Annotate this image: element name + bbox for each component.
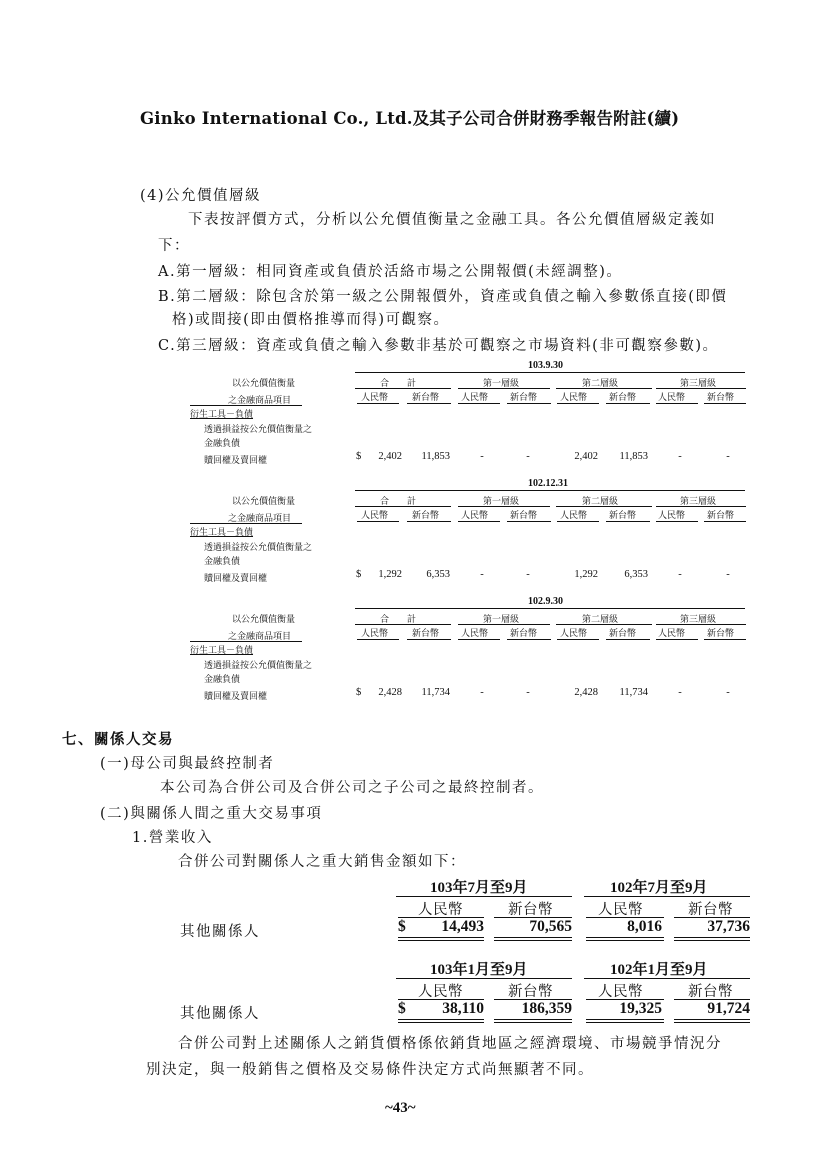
value-current-rmb: 14,493 xyxy=(441,918,484,935)
divider xyxy=(557,521,599,522)
closing-text: 合併公司對上述關係人之銷貨價格係依銷貨地區之經濟環境、市場競爭情況分 xyxy=(178,1036,722,1052)
divider xyxy=(190,523,302,524)
group-level-2: 第二層級 xyxy=(582,379,619,389)
section-heading: (4)公允價值層級 xyxy=(140,188,262,204)
col-ntd: 新台幣 xyxy=(510,511,538,521)
double-underline xyxy=(586,1019,664,1023)
double-underline xyxy=(398,937,484,941)
double-underline xyxy=(398,1019,484,1023)
value-l1-rmb: - xyxy=(480,451,484,462)
period-prior: 102年1月至9月 xyxy=(610,962,708,978)
col-ntd: 新台幣 xyxy=(412,393,440,403)
period-prior: 102年7月至9月 xyxy=(610,880,708,896)
divider xyxy=(357,403,399,404)
value-total-ntd: 11,853 xyxy=(421,451,450,462)
col-rmb: 人民幣 xyxy=(461,629,489,639)
currency-symbol: $ xyxy=(356,451,362,462)
divider xyxy=(507,639,551,640)
value-total-rmb: 1,292 xyxy=(378,569,402,580)
col-rmb: 人民幣 xyxy=(658,511,686,521)
col-rmb: 人民幣 xyxy=(598,984,643,1000)
value-prior-rmb: 19,325 xyxy=(619,1000,662,1017)
divider xyxy=(407,403,451,404)
double-underline xyxy=(674,1019,750,1023)
group-total: 合 計 xyxy=(380,615,417,625)
currency-symbol: $ xyxy=(356,569,362,580)
row-header: 以公允價值衡量 xyxy=(232,497,296,507)
col-ntd: 新台幣 xyxy=(609,629,637,639)
closing-text-cont: 別決定，與一般銷售之價格及交易條件決定方式尚無顯著不同。 xyxy=(146,1062,594,1078)
col-rmb: 人民幣 xyxy=(658,393,686,403)
divider xyxy=(557,403,599,404)
divider xyxy=(556,506,652,507)
divider xyxy=(556,624,652,625)
divider xyxy=(458,388,550,389)
subcategory-label: 金融負債 xyxy=(204,675,241,685)
divider xyxy=(656,403,698,404)
category-label: 衍生工具－負債 xyxy=(190,646,254,656)
value-prior-ntd: 37,736 xyxy=(707,918,750,935)
divider xyxy=(407,521,451,522)
subcategory-label: 透過損益按公允價值衡量之 xyxy=(204,543,313,553)
double-underline xyxy=(494,1019,572,1023)
category-label: 衍生工具－負債 xyxy=(190,410,254,420)
col-rmb: 人民幣 xyxy=(560,511,588,521)
divider xyxy=(190,405,302,406)
value-l1-rmb: - xyxy=(480,569,484,580)
value-l2-ntd: 6,353 xyxy=(624,569,648,580)
divider xyxy=(606,403,650,404)
divider xyxy=(396,896,572,897)
group-total: 合 計 xyxy=(380,379,417,389)
col-ntd: 新台幣 xyxy=(707,393,735,403)
value-l3-ntd: - xyxy=(726,451,730,462)
col-ntd: 新台幣 xyxy=(508,984,553,1000)
col-ntd: 新台幣 xyxy=(609,393,637,403)
row-label: 其他關係人 xyxy=(180,924,260,940)
group-total: 合 計 xyxy=(380,497,417,507)
divider xyxy=(458,506,550,507)
level-a-definition: A.第一層級：相同資產或負債於活絡市場之公開報價(未經調整)。 xyxy=(158,264,623,280)
value-total-ntd: 11,734 xyxy=(421,687,450,698)
value-current-ntd: 186,359 xyxy=(521,1000,572,1017)
value-l3-ntd: - xyxy=(726,687,730,698)
group-level-1: 第一層級 xyxy=(483,615,520,625)
col-ntd: 新台幣 xyxy=(412,511,440,521)
subcategory-label: 金融負債 xyxy=(204,557,241,567)
row-header: 之金融商品項目 xyxy=(228,396,292,406)
item-operating-revenue: 1.營業收入 xyxy=(132,830,213,846)
col-ntd: 新台幣 xyxy=(609,511,637,521)
divider xyxy=(507,521,551,522)
group-level-2: 第二層級 xyxy=(582,497,619,507)
group-level-3: 第三層級 xyxy=(680,615,717,625)
table-date: 103.9.30 xyxy=(528,360,563,371)
value-l1-rmb: - xyxy=(480,687,484,698)
value-current-ntd: 70,565 xyxy=(529,918,572,935)
divider xyxy=(606,521,650,522)
value-l3-rmb: - xyxy=(678,451,682,462)
group-level-3: 第三層級 xyxy=(680,497,717,507)
value-l3-rmb: - xyxy=(678,687,682,698)
section-7-heading: 七、關係人交易 xyxy=(62,731,174,748)
group-level-1: 第一層級 xyxy=(483,497,520,507)
table-date: 102.12.31 xyxy=(528,478,568,489)
item-label: 贖回權及賣回權 xyxy=(204,456,268,466)
col-ntd: 新台幣 xyxy=(412,629,440,639)
col-rmb: 人民幣 xyxy=(418,902,463,918)
subcategory-label: 金融負債 xyxy=(204,439,241,449)
value-total-ntd: 6,353 xyxy=(426,569,450,580)
currency-symbol: $ xyxy=(398,1000,406,1017)
subsection-parent-company: (一)母公司與最終控制者 xyxy=(100,756,275,772)
col-ntd: 新台幣 xyxy=(510,393,538,403)
page-number: ~43~ xyxy=(385,1100,416,1116)
divider xyxy=(355,388,451,389)
divider xyxy=(656,521,698,522)
table-date: 102.9.30 xyxy=(528,596,563,607)
value-total-rmb: 2,428 xyxy=(378,687,402,698)
col-rmb: 人民幣 xyxy=(658,629,686,639)
col-rmb: 人民幣 xyxy=(461,511,489,521)
double-underline xyxy=(494,937,572,941)
divider xyxy=(656,388,746,389)
divider xyxy=(704,639,746,640)
divider xyxy=(355,608,745,609)
col-rmb: 人民幣 xyxy=(361,393,389,403)
intro-text-cont: 下： xyxy=(158,238,190,254)
value-l3-rmb: - xyxy=(678,569,682,580)
value-l2-ntd: 11,853 xyxy=(619,451,648,462)
value-l1-ntd: - xyxy=(526,451,530,462)
divider xyxy=(357,639,399,640)
divider xyxy=(458,624,550,625)
divider xyxy=(606,639,650,640)
col-rmb: 人民幣 xyxy=(560,629,588,639)
divider xyxy=(584,896,750,897)
divider xyxy=(355,490,745,491)
double-underline xyxy=(586,937,664,941)
divider xyxy=(704,521,746,522)
category-label: 衍生工具－負債 xyxy=(190,528,254,538)
item-label: 贖回權及賣回權 xyxy=(204,574,268,584)
value-l1-ntd: - xyxy=(526,687,530,698)
page-title: Ginko International Co., Ltd.及其子公司合併財務季報告附註(續) xyxy=(140,109,680,128)
sales-intro-text: 合併公司對關係人之重大銷售金額如下： xyxy=(178,854,466,870)
subcategory-label: 透過損益按公允價值衡量之 xyxy=(204,661,313,671)
value-l2-rmb: 2,402 xyxy=(574,451,598,462)
row-header: 以公允價值衡量 xyxy=(232,379,296,389)
period-current: 103年7月至9月 xyxy=(430,880,528,896)
divider xyxy=(396,978,572,979)
row-header: 之金融商品項目 xyxy=(228,514,292,524)
double-underline xyxy=(674,937,750,941)
value-current-rmb: 38,110 xyxy=(442,1000,484,1017)
group-level-3: 第三層級 xyxy=(680,379,717,389)
divider xyxy=(458,639,500,640)
group-level-1: 第一層級 xyxy=(483,379,520,389)
divider xyxy=(355,624,451,625)
divider xyxy=(407,639,451,640)
col-ntd: 新台幣 xyxy=(688,984,733,1000)
subcategory-label: 透過損益按公允價值衡量之 xyxy=(204,425,313,435)
group-level-2: 第二層級 xyxy=(582,615,619,625)
period-current: 103年1月至9月 xyxy=(430,962,528,978)
divider xyxy=(656,639,698,640)
divider xyxy=(704,403,746,404)
currency-symbol: $ xyxy=(356,687,362,698)
divider xyxy=(556,388,652,389)
item-label: 贖回權及賣回權 xyxy=(204,692,268,702)
divider xyxy=(458,521,500,522)
value-prior-ntd: 91,724 xyxy=(707,1000,750,1017)
divider xyxy=(355,372,745,373)
divider xyxy=(190,641,302,642)
intro-text: 下表按評價方式，分析以公允價值衡量之金融工具。各公允價值層級定義如 xyxy=(188,212,716,228)
divider xyxy=(355,506,451,507)
row-header: 以公允價值衡量 xyxy=(232,615,296,625)
divider xyxy=(557,639,599,640)
value-l1-ntd: - xyxy=(526,569,530,580)
level-b-definition: B.第二層級：除包含於第一級之公開報價外，資產或負債之輸入參數係直接(即價 xyxy=(158,289,728,305)
col-rmb: 人民幣 xyxy=(361,511,389,521)
value-prior-rmb: 8,016 xyxy=(627,918,662,935)
col-ntd: 新台幣 xyxy=(688,902,733,918)
divider xyxy=(584,978,750,979)
col-rmb: 人民幣 xyxy=(361,629,389,639)
divider xyxy=(656,506,746,507)
row-header: 之金融商品項目 xyxy=(228,632,292,642)
divider xyxy=(507,403,551,404)
col-ntd: 新台幣 xyxy=(707,629,735,639)
col-ntd: 新台幣 xyxy=(510,629,538,639)
divider xyxy=(357,521,399,522)
subsection-related-transactions: (二)與關係人間之重大交易事項 xyxy=(100,806,323,822)
value-l2-ntd: 11,734 xyxy=(619,687,648,698)
value-l3-ntd: - xyxy=(726,569,730,580)
value-l2-rmb: 1,292 xyxy=(574,569,598,580)
col-rmb: 人民幣 xyxy=(560,393,588,403)
level-c-definition: C.第三層級：資產或負債之輸入參數非基於可觀察之市場資料(非可觀察參數)。 xyxy=(158,338,719,354)
level-b-definition-cont: 格)或間接(即由價格推導而得)可觀察。 xyxy=(172,312,450,328)
parent-company-text: 本公司為合併公司及合併公司之子公司之最終控制者。 xyxy=(160,780,544,796)
col-rmb: 人民幣 xyxy=(598,902,643,918)
divider xyxy=(656,624,746,625)
value-l2-rmb: 2,428 xyxy=(574,687,598,698)
col-ntd: 新台幣 xyxy=(707,511,735,521)
value-total-rmb: 2,402 xyxy=(378,451,402,462)
col-rmb: 人民幣 xyxy=(461,393,489,403)
col-rmb: 人民幣 xyxy=(418,984,463,1000)
col-ntd: 新台幣 xyxy=(508,902,553,918)
row-label: 其他關係人 xyxy=(180,1006,260,1022)
currency-symbol: $ xyxy=(398,918,406,935)
divider xyxy=(458,403,500,404)
